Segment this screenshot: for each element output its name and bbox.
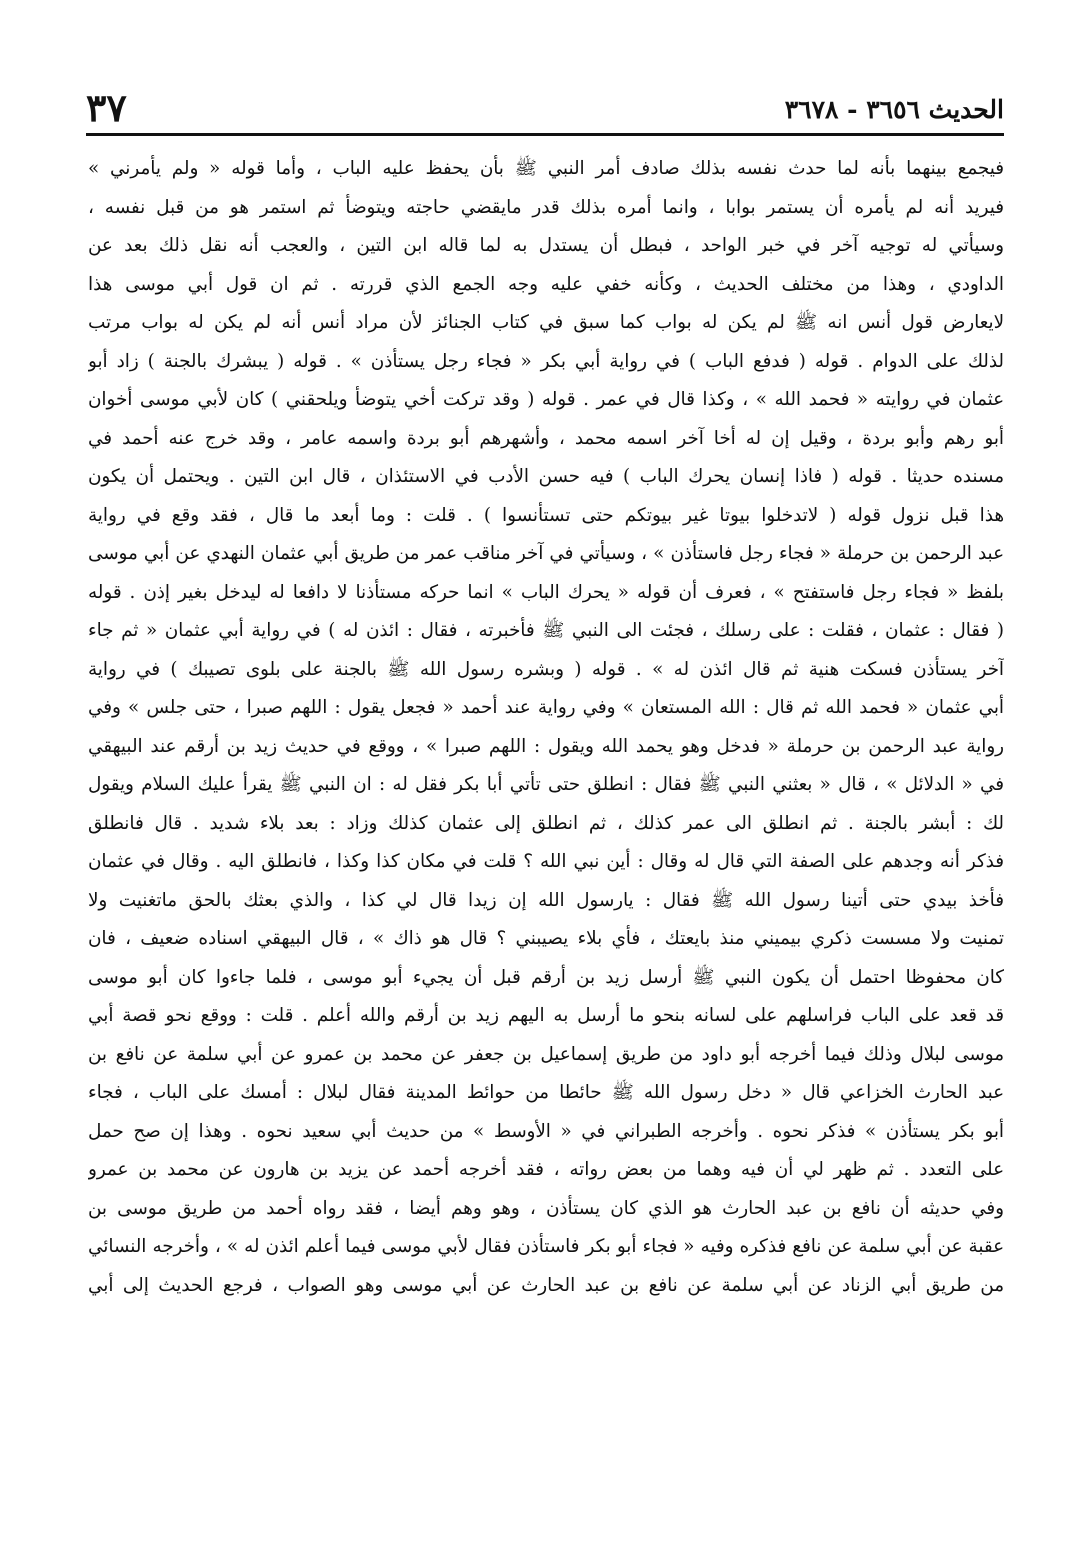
- text-line: فأخذ بيدي حتى أتينا رسول الله ﷺ فقال : يارسول الله إن زيدا قال لي كذا ، والذي بعثك بالحق ماتغنيت ولا: [88, 889, 1004, 911]
- text-line: عبد الحارث الخزاعي قال « دخل رسول الله ﷺ حائطا من حوائط المدينة فقال لبلال : أمسك على الباب ، فجاء: [88, 1082, 1004, 1103]
- running-head: [86, 84, 1004, 130]
- text-line: الداودي ، وهذا من مختلف الحديث ، وكأنه خفي عليه وجه الجمع الذي قررته . ثم ان قول أبي موسى هذا: [88, 273, 1004, 295]
- text-line: رواية عبد الرحمن بن حرملة « فدخل وهو يحمد الله ويقول : اللهم صبرا » ، ووقع في حديث زيد بن أرقم عند البيهقي: [88, 735, 1004, 757]
- running-head-title: الحديث ٣٦٥٦ - ٣٦٧٨: [784, 95, 1004, 124]
- text-line: فذكر أنه وجدهم على الصفة التي قال له وقال : أين نبي الله ؟ قلت في مكان كذا وكذا ، فانطلق اليه . وقال في عثمان: [88, 851, 1004, 872]
- text-line: آخر يستأذن فسكت هنية ثم قال ائذن له » . قوله ( وبشره رسول الله ﷺ بالجنة على بلوى تصيبك ) في رواية: [88, 658, 1004, 680]
- text-line: أبو بكر يستأذن » فذكر نحوه . وأخرجه الطبراني في « الأوسط » من حديث أبي سعيد نحوه . وهذا إن صح حمل: [88, 1120, 1004, 1142]
- text-line: أبو رهم وأبو بردة ، وقيل إن له أخا آخر اسمه محمد ، وأشهرهم أبو بردة واسمه عامر ، وقد خرج عنه أحمد في: [88, 427, 1004, 449]
- text-line: فيريد أنه لم يأمره أن يستمر بوابا ، وانما أمره بذلك قدر مايقضي حاجته ويتوضأ ثم استمر هو من قبل نفسه ،: [88, 196, 1004, 218]
- text-line: من طريق أبي الزناد عن أبي سلمة عن نافع بن عبد الحارث عن أبي موسى وهو الصواب ، فرجع الحديث إلى أبي: [88, 1274, 1004, 1296]
- text-line: تمنيت ولا مسست ذكري بيميني منذ بايعتك ، فأي بلاء يصيبني ؟ قال هو ذاك » ، قال البيهقي اسناده ضعيف ، فان: [88, 928, 1004, 949]
- text-line: عثمان في روايته « فحمد الله » ، وكذا قال في عمر . قوله ( وقد تركت أخي يتوضأ ويلحقني ) كان لأبي موسى أخوان: [88, 389, 1004, 410]
- text-line: لايعارض قول أنس انه ﷺ لم يكن له بواب كما سبق في كتاب الجنائز لأن مراد أنس أنه لم يكن له بواب مرتب: [88, 312, 1004, 333]
- text-line: لك : أبشر بالجنة . ثم انطلق الى عمر كذلك ، ثم انطلق إلى عثمان كذلك وزاد : بعد بلاء شديد . قال فانطلق: [88, 812, 1004, 834]
- text-line: لذلك على الدوام . قوله ( فدفع الباب ) في رواية أبي بكر « فجاء رجل يستأذن » . قوله ( يبشرك بالجنة ) زاد أبو: [88, 350, 1004, 372]
- text-line: وسيأتي له توجيه آخر في خبر الواحد ، فبطل أن يستدل به لما قاله ابن التين ، والعجب أنه نقل ذلك بعد عن: [88, 235, 1004, 256]
- text-line: في « الدلائل » ، قال « بعثني النبي ﷺ فقال : انطلق حتى تأتي أبا بكر فقل له : ان النبي ﷺ يقرأ عليك السلام ويقول: [88, 774, 1004, 795]
- text-line: ( فقال : عثمان ، فقلت : على رسلك ، فجئت الى النبي ﷺ فأخبرته ، فقال : ائذن له ) في رواية أبي عثمان « ثم جاء: [88, 620, 1004, 641]
- text-line: فيجمع بينهما بأنه لما حدث نفسه بذلك صادف أمر النبي ﷺ بأن يحفظ عليه الباب ، وأما قوله « ولم يأمرني »: [88, 158, 1004, 179]
- text-line: كان محفوظا احتمل أن يكون النبي ﷺ أرسل زيد بن أرقم قبل أن يجيء أبو موسى ، فلما جاءوا كان أبو موسى: [88, 966, 1004, 988]
- text-line: على التعدد . ثم ظهر لي أن فيه وهما من بعض رواته ، فقد أخرجه أحمد عن يزيد بن هارون عن محمد بن عمرو: [88, 1159, 1004, 1180]
- text-line: أبي عثمان « فحمد الله ثم قال : الله المستعان » وفي رواية عند أحمد « فجعل يقول : اللهم صبرا ، حتى جلس » وفي: [88, 697, 1004, 718]
- text-line: مسنده حديثا . قوله ( فاذا إنسان يحرك الباب ) فيه حسن الأدب في الاستئذان ، قال ابن التين . ويحتمل أن يكون: [88, 466, 1004, 487]
- text-line: عقبة عن أبي سلمة عن نافع فذكره وفيه « فجاء أبو بكر فاستأذن فقال لأبي موسى فيما أعلم ائذن له » ، وأخرجه النسائي: [88, 1236, 1004, 1257]
- text-line: بلفظ « فجاء رجل فاستفتح » ، فعرف أن قوله « يحرك الباب » انما حركه مستأذنا لا دافعا له ليدخل بغير إذن . قوله: [88, 581, 1004, 603]
- header-rule: [86, 133, 1004, 136]
- text-line: موسى لبلال وذلك فيما أخرجه أبو داود من طريق إسماعيل بن جعفر عن محمد بن عمرو عن أبي سلمة عن نافع بن: [88, 1043, 1004, 1065]
- text-line: وفي حديثه أن نافع بن عبد الحارث هو الذي كان يستأذن ، وهو وهم أيضا ، فقد رواه أحمد من طريق موسى بن: [88, 1197, 1004, 1219]
- page-number: ٣٧: [86, 85, 127, 130]
- text-line: عبد الرحمن بن حرملة « فجاء رجل فاستأذن » ، وسيأتي في آخر مناقب عمر من طريق أبي عثمان النهدي عن أبي موسى: [88, 543, 1004, 564]
- body-text: [88, 150, 1004, 1305]
- text-line: هذا قبل نزول قوله ( لاتدخلوا بيوتا غير بيوتكم حتى تستأنسوا ) . قلت : وما أبعد ما قال ، فقد وقع في رواية: [88, 504, 1004, 526]
- text-line: قد قعد على الباب فراسلهم على لسانه بنحو ما أرسل به اليهم زيد بن أرقم والله أعلم . قلت : ووقع نحو قصة أبي: [88, 1005, 1004, 1026]
